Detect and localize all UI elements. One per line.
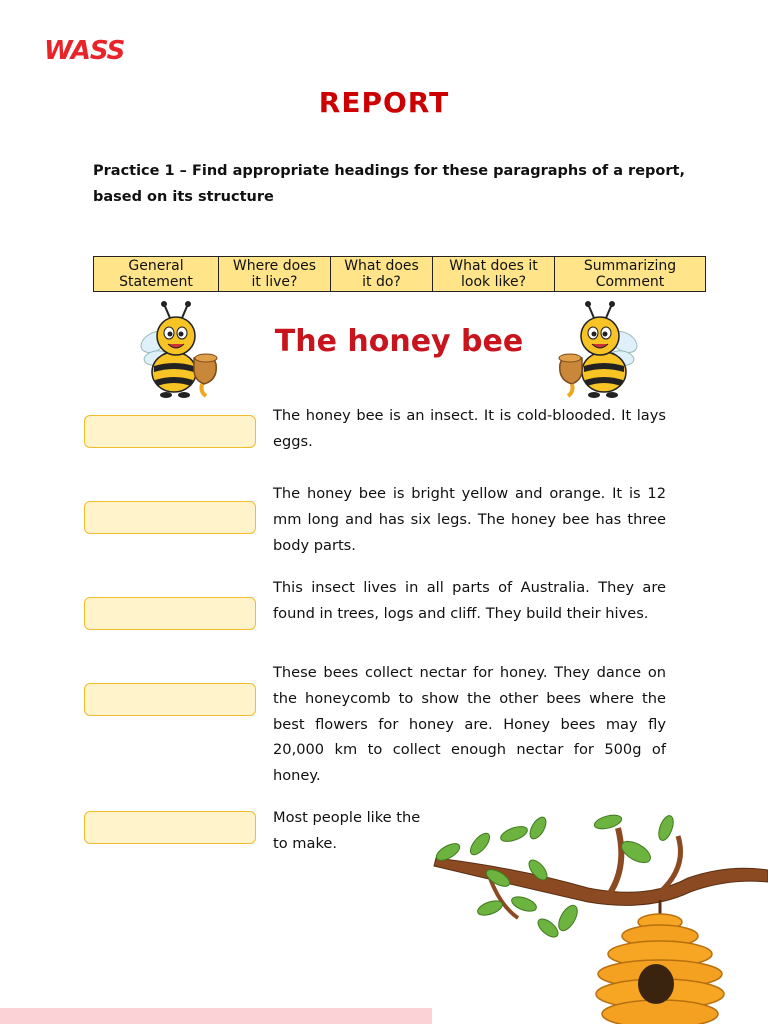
paragraph-habitat: This insect lives in all parts of Australia. They are found in trees, logs and cliff. They build their hives. [273, 579, 666, 622]
heading-option-line: What does [344, 258, 419, 274]
heading-option-general-statement [94, 257, 219, 292]
heading-option-line: it live? [251, 274, 298, 290]
heading-option-line: Statement [119, 274, 193, 290]
heading-option-where-does-it-live [219, 257, 331, 292]
heading-option-what-does-it-do [331, 257, 433, 292]
paragraph-behaviour: These bees collect nectar for honey. They dance on the honeycomb to show the other bees where the best flowers for honey are. Honey bees may fly 20,000 km to collect enough nectar for 500g of honey. [273, 664, 666, 785]
subject-title: The honey bee [274, 324, 524, 359]
heading-option-line: Comment [595, 274, 665, 290]
paragraph-summary-line-1: Most people like the [273, 809, 421, 826]
heading-option-line: look like? [460, 274, 526, 290]
heading-answer-box-3[interactable] [84, 597, 256, 630]
heading-answer-box-1[interactable] [84, 415, 256, 448]
page-title: REPORT [318, 86, 450, 119]
heading-answer-box-4[interactable] [84, 683, 256, 716]
instruction-text: Practice 1 – Find appropriate headings for these paragraphs of a report, based on its structure [93, 163, 685, 205]
paragraph-appearance: The honey bee is bright yellow and orange. It is 12 mm long and has six legs. The honey bee has three body parts. [273, 485, 666, 554]
heading-answer-box-2[interactable] [84, 501, 256, 534]
heading-option-line: Where does [232, 258, 317, 274]
footer-band [0, 1008, 432, 1024]
paragraph-summary-line-2: to make. [273, 834, 337, 852]
heading-option-line: it do? [362, 274, 401, 290]
cartoon-bee-icon [548, 300, 642, 400]
wass-logo: WASS [44, 36, 125, 66]
heading-answer-box-5[interactable] [84, 811, 256, 844]
heading-options-table [93, 256, 706, 292]
heading-option-summarizing-comment [555, 257, 706, 292]
heading-option-line: Summarizing [583, 258, 677, 274]
beehive-branch-icon [428, 808, 768, 1024]
paragraph-general-statement: The honey bee is an insect. It is cold-blooded. It lays eggs. [273, 407, 666, 450]
heading-option-line: General [128, 258, 184, 274]
heading-option-what-does-it-look-like [433, 257, 555, 292]
heading-option-line: What does it [449, 258, 538, 274]
